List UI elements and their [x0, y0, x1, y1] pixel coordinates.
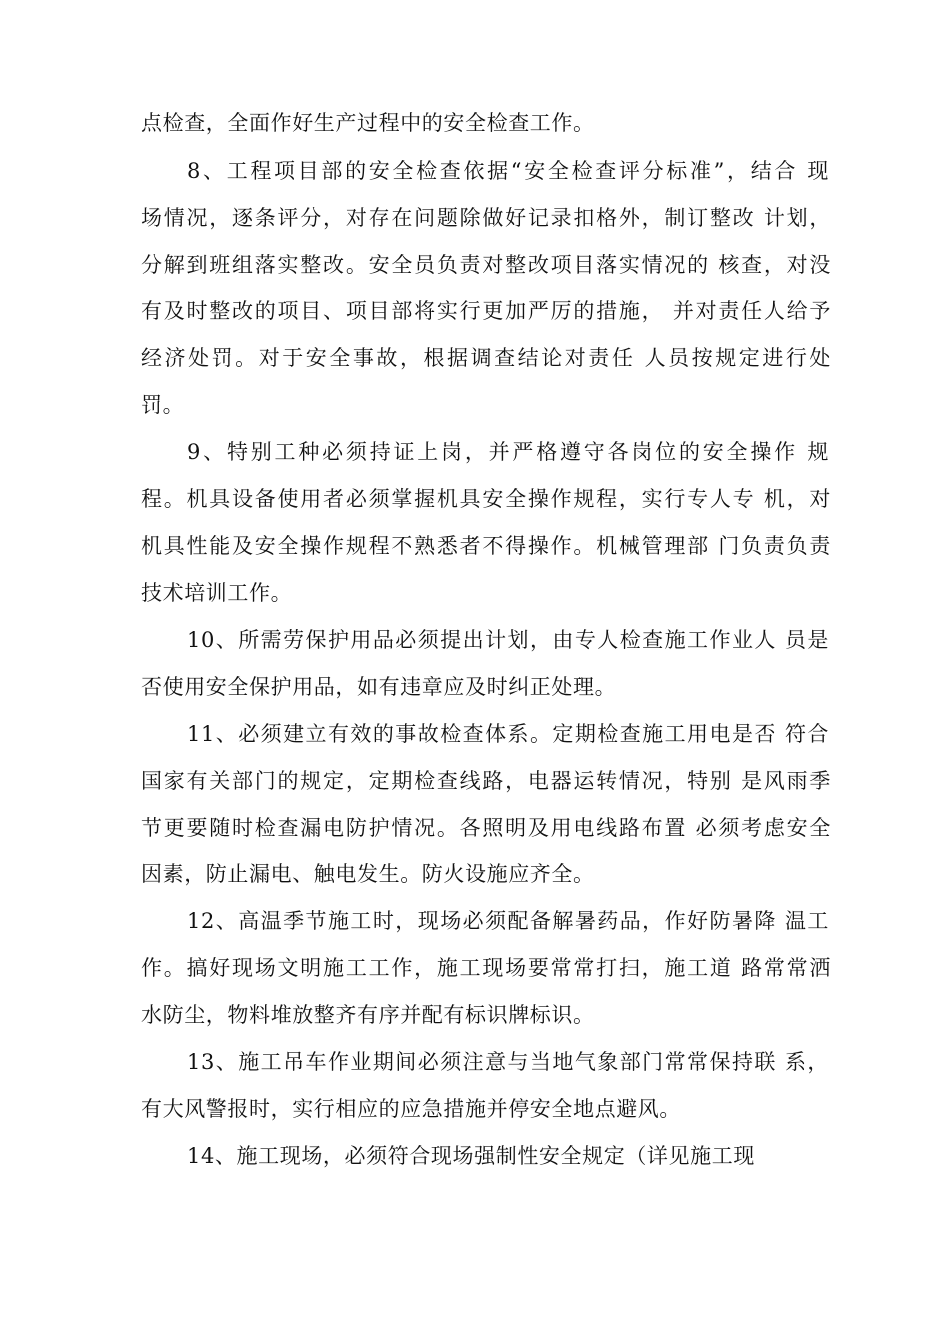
text-line: 否使用安全保护用品，如有违章应及时纠正处理。: [141, 675, 617, 699]
text-line: 技术培训工作。: [141, 581, 293, 605]
text-line: 机具性能及安全操作规程不熟悉者不得操作。机械管理部 门负责负责: [141, 534, 831, 558]
text-line: 9、特别工种必须持证上岗，并严格遵守各岗位的安全操作 规: [187, 440, 829, 464]
text-line: 有及时整改的项目、项目部将实行更加严厉的措施， 并对责任人给予: [141, 299, 831, 323]
text-line: 节更要随时检查漏电防护情况。各照明及用电线路布置 必须考虑安全: [141, 816, 831, 840]
text-line: 11、必须建立有效的事故检查体系。定期检查施工用电是否 符合: [187, 722, 829, 746]
text-line: 场情况，逐条评分，对存在问题除做好记录扣格外，制订整改 计划，: [141, 206, 831, 230]
text-line: 因素，防止漏电、触电发生。防火设施应齐全。: [141, 862, 595, 886]
text-line: 有大风警报时，实行相应的应急措施并停安全地点避风。: [141, 1097, 681, 1121]
text-line: 罚。: [141, 393, 185, 417]
text-line: 点检查，全面作好生产过程中的安全检查工作。: [141, 111, 595, 135]
text-line: 分解到班组落实整改。安全员负责对整改项目落实情况的 核查，对没: [141, 253, 831, 277]
text-line: 10、所需劳保护用品必须提出计划，由专人检查施工作业人 员是: [187, 628, 829, 652]
text-line: 程。机具设备使用者必须掌握机具安全操作规程，实行专人专 机，对: [141, 487, 831, 511]
text-line: 13、施工吊车作业期间必须注意与当地气象部门常常保持联 系，: [187, 1050, 829, 1074]
text-line: 国家有关部门的规定，定期检查线路，电器运转情况，特别 是风雨季: [141, 769, 831, 793]
text-line: 经济处罚。对于安全事故，根据调查结论对责任 人员按规定进行处: [141, 346, 831, 370]
text-line: 12、高温季节施工时，现场必须配备解暑药品，作好防暑降 温工: [187, 909, 829, 933]
text-line: 水防尘，物料堆放整齐有序并配有标识牌标识。: [141, 1003, 595, 1027]
text-line: 作。搞好现场文明施工工作，施工现场要常常打扫，施工道 路常常洒: [141, 956, 831, 980]
text-line: 8、工程项目部的安全检查依据“安全检查评分标准”，结合 现: [187, 159, 829, 183]
text-line: 14、施工现场，必须符合现场强制性安全规定（详见施工现: [187, 1144, 755, 1168]
